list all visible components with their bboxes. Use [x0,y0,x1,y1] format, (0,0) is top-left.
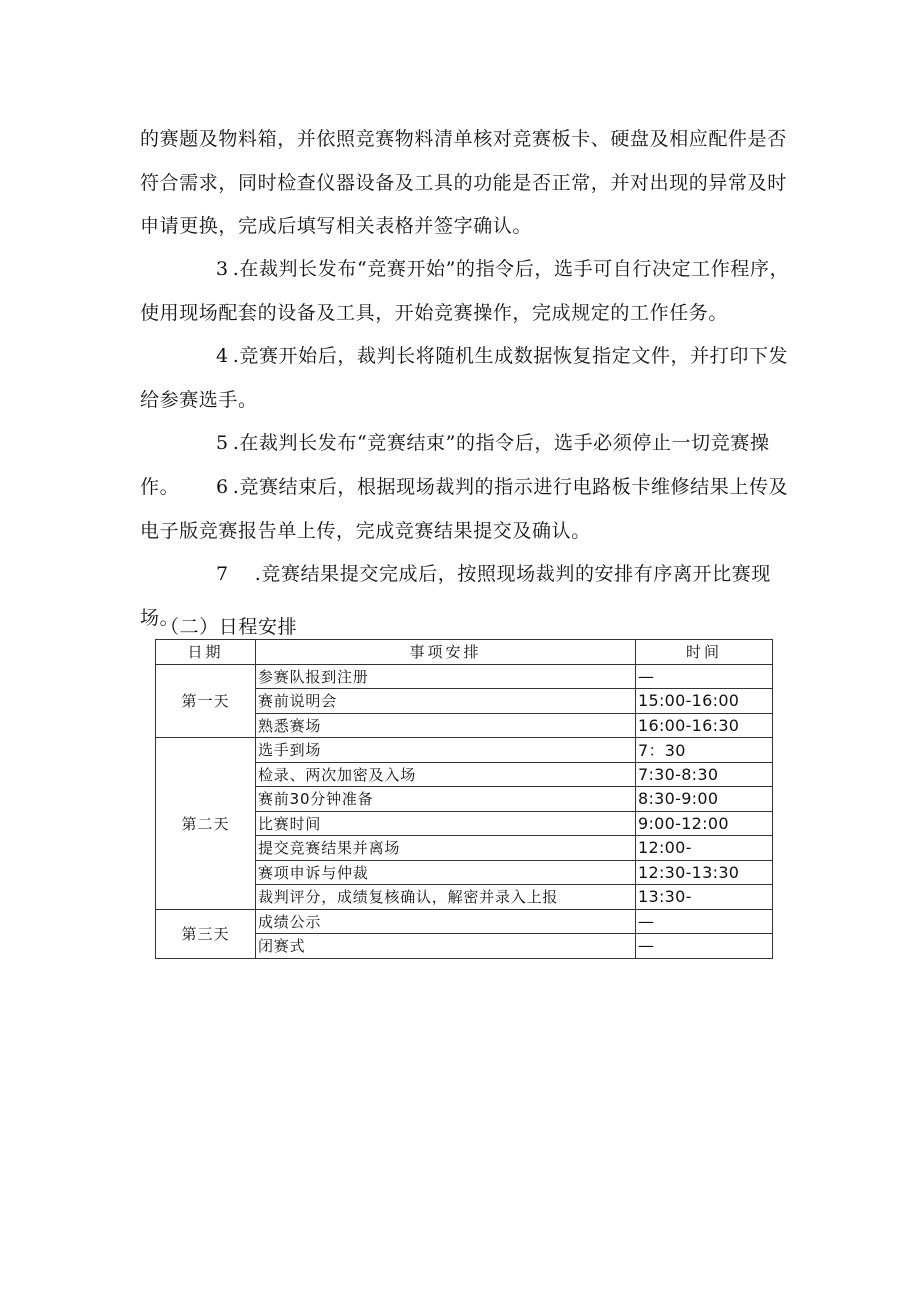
time-cell: 13:30- [636,885,773,910]
paragraph-item-6 [140,466,800,553]
time-cell: — [636,664,773,689]
item-cell: 成绩公示 [256,909,636,934]
item-cell: 检录、两次加密及入场 [256,762,636,787]
day-cell: 第三天 [156,909,256,958]
item-number: 6 [216,476,229,498]
paragraph-item-3 [140,248,800,335]
column-header-date: 日期 [156,640,256,665]
paragraph-continuation: 的赛题及物料箱，并依照竞赛物料清单核对竞赛板卡、硬盘及相应配件是否符合需求，同时检查仪器设备及工具的功能是否正常，并对出现的异常及时申请更换，完成后填写相关表格并签字确认。 [140,128,787,237]
item-cell: 提交竞赛结果并离场 [256,836,636,861]
time-cell: — [636,909,773,934]
day-cell: 第二天 [156,738,256,910]
time-cell: 7：30 [636,738,773,763]
item-number: 4 [216,345,229,367]
time-cell: 8:30-9:00 [636,787,773,812]
item-cell: 闭赛式 [256,934,636,959]
table-row [156,738,773,763]
item-text: .竞赛结果提交完成后，按照现场裁判的安排有序离开比赛现场。 [140,563,771,629]
item-cell: 裁判评分，成绩复核确认，解密并录入上报 [256,885,636,910]
schedule-table [155,639,773,959]
item-text: .在裁判长发布“竞赛结束”的指令后，选手必须停止一切竞赛操作。 [140,432,770,498]
table-row [156,909,773,934]
schedule-heading: （二）日程安排 [160,616,298,638]
time-cell: 12:00- [636,836,773,861]
item-cell: 赛项申诉与仲裁 [256,860,636,885]
item-cell: 比赛时间 [256,811,636,836]
item-cell: 赛前说明会 [256,689,636,714]
item-text: .竞赛开始后，裁判长将随机生成数据恢复指定文件，并打印下发给参赛选手。 [140,345,789,411]
item-cell: 参赛队报到注册 [256,664,636,689]
table-header-row [156,640,773,665]
column-header-time: 时间 [636,640,773,665]
time-cell: 15:00-16:00 [636,689,773,714]
item-number: 7 [216,563,229,585]
time-cell: 16:00-16:30 [636,713,773,738]
time-cell: — [636,934,773,959]
item-number: 3 [216,258,229,280]
time-cell: 7:30-8:30 [636,762,773,787]
item-text: .竞赛结束后，根据现场裁判的指示进行电路板卡维修结果上传及电子版竞赛报告单上传，完成竞赛结果提交及确认。 [140,476,789,542]
item-text: .在裁判长发布“竞赛开始”的指令后，选手可自行决定工作程序，使用现场配套的设备及工具，开始竞赛操作，完成规定的工作任务。 [140,258,790,324]
paragraph-item-4 [140,335,800,422]
time-cell: 9:00-12:00 [636,811,773,836]
table-row [156,664,773,689]
item-number: 5 [216,432,229,454]
column-header-item: 事项安排 [256,640,636,665]
item-cell: 选手到场 [256,738,636,763]
time-cell: 12:30-13:30 [636,860,773,885]
day-cell: 第一天 [156,664,256,738]
item-cell: 熟悉赛场 [256,713,636,738]
item-cell: 赛前30分钟准备 [256,787,636,812]
